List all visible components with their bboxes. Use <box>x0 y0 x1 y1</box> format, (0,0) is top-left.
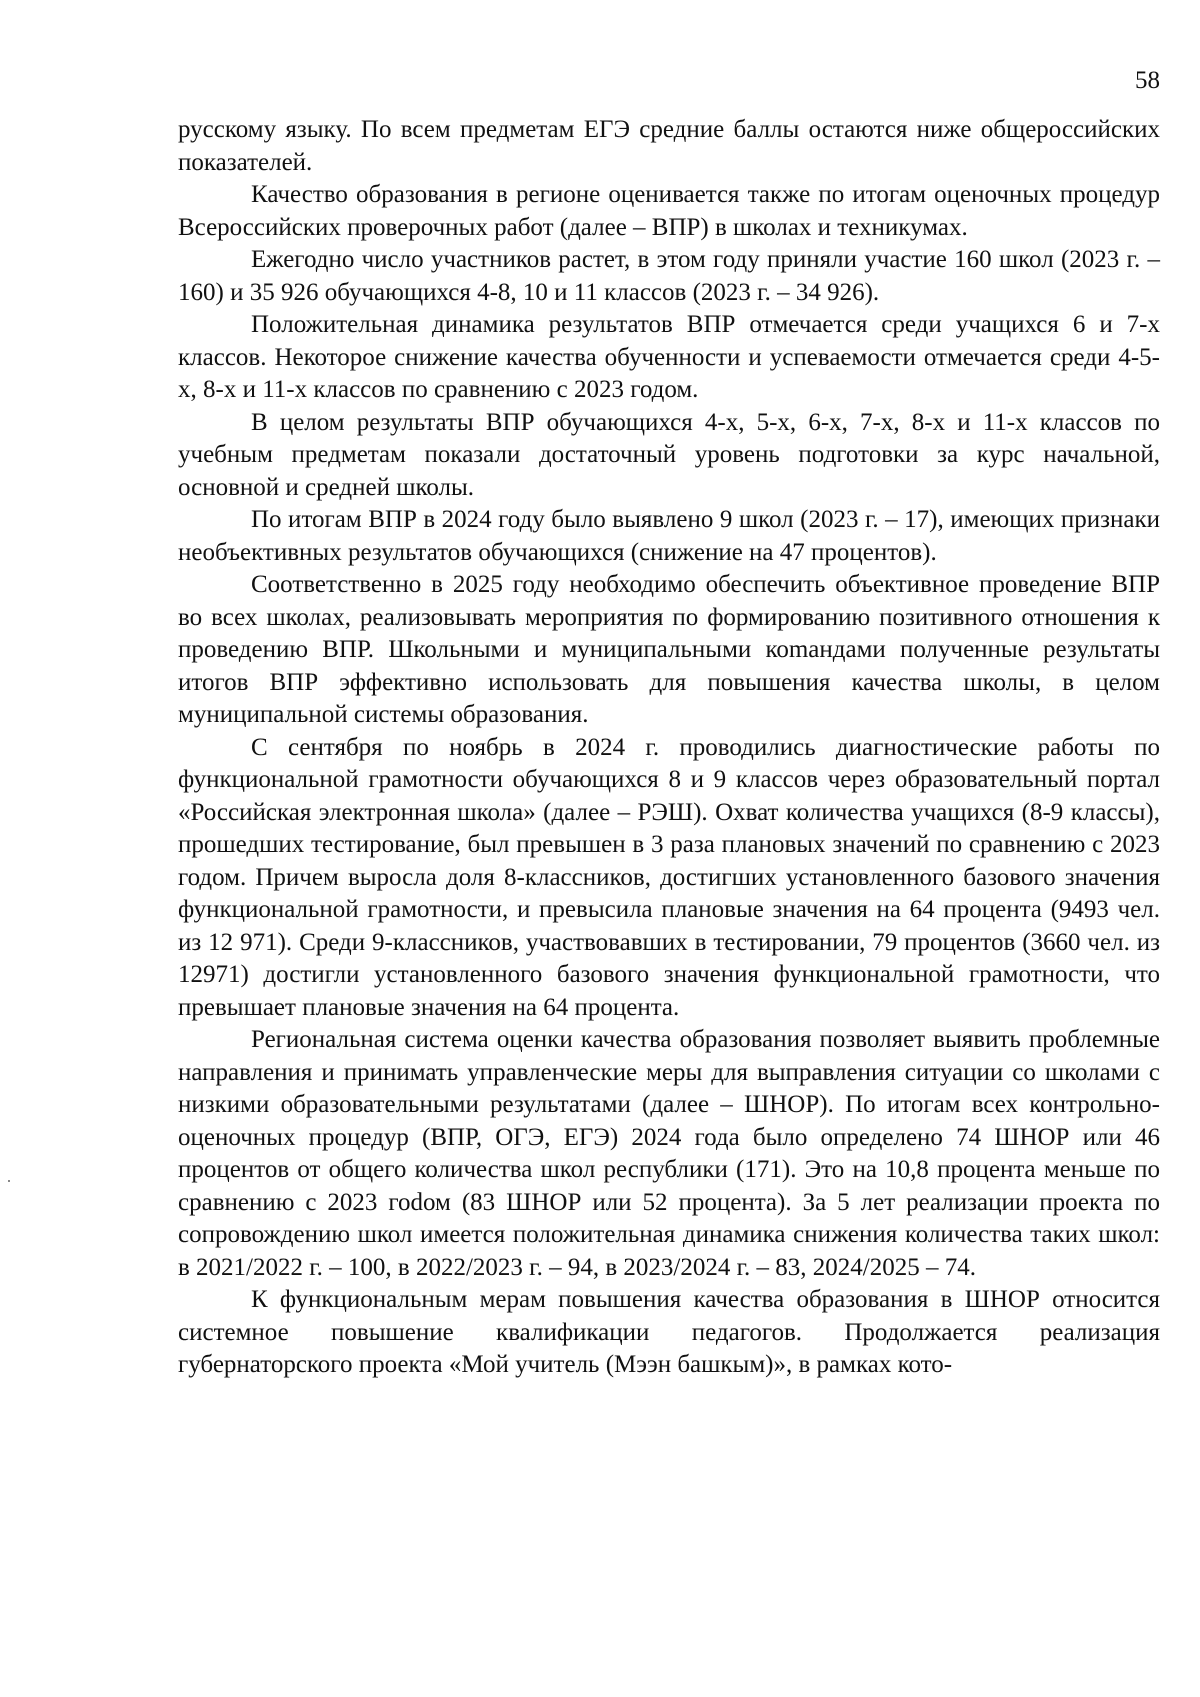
paragraph-participants: Ежегодно число участников растет, в этом году приняли участие 160 школ (2023 г. – 160) и 35 926 обучающихся 4-8, 10 и 11 классов (2023 г. – 34 926). <box>178 246 1160 306</box>
page-number: 58 <box>1135 67 1160 94</box>
paragraph-continuation: русскому языку. По всем предметам ЕГЭ средние баллы остаются ниже общероссийских показателей. <box>178 116 1160 176</box>
paragraph-teacher-training: К функциональным мерам повышения качества образования в ШНОР относится системное повышение квалификации педагогов. Продолжается реализация губернаторского проекта «Мой учитель (Мээн башкым)», в рамках кото- <box>178 1286 1160 1378</box>
paragraph-overall-results: В целом результаты ВПР обучающихся 4-х, 5-х, 6-х, 7-х, 8-х и 11-х классов по учебным предметам показали достаточный уровень подготовки за курс начальной, основной и средней школы. <box>178 408 1160 501</box>
scan-dot <box>8 1180 10 1182</box>
paragraph-unobjective-schools: По итогам ВПР в 2024 году было выявлено 9 школ (2023 г. – 17), имеющих признаки необъективных результатов обучающихся (снижение на 47 процентов). <box>178 506 1160 566</box>
paragraph-functional-literacy: С сентября по ноябрь в 2024 г. проводились диагностические работы по функциональной грамотности обучающихся 8 и 9 классов через образовательный портал «Российская электронная школа» (далее – РЭШ). Охват количества учащихся (8-9 классы), прошедших тестирование, был превышен в 3 раза плановых значений по сравнению с 2023 годом. Причем выросла доля 8-классников, достигших установленного базового значения функциональной грамотности, и превысила плановые значения на 64 процента (9493 чел. из 12 971). Среди 9-классников, участвовавших в тестировании, 79 процентов (3660 чел. из 12971) достигли установленного базового значения функциональной грамотности, что превышает плановые значения на 64 процента. <box>178 733 1160 1021</box>
paragraph-regional-system: Региональная система оценки качества образования позволяет выявить проблемные направления и принимать управленческие меры для выправления ситуации со школами с низкими образовательными результатами (далее – ШНОР). По итогам всех контрольно-оценочных процедур (ВПР, ОГЭ, ЕГЭ) 2024 года было определено 74 ШНОР или 46 процентов от общего количества школ республики (171). Это на 10,8 процента меньше по сравнению с 2023 гоdом (83 ШНОР или 52 процента). За 5 лет реализации проекта по сопровождению школ имеется положительная динамика снижения количества таких школ: в 2021/2022 г. – 100, в 2022/2023 г. – 94, в 2023/2024 г. – 83, 2024/2025 – 74. <box>178 1026 1160 1281</box>
paragraph-2025-measures: Соответственно в 2025 году необходимо обеспечить объективное проведение ВПР во всех школах, реализовывать мероприятия по формированию позитивного отношения к проведению ВПР. Школьными и муниципальными коmандами полученные результаты итогов ВПР эффективно использовать для повышения качества школы, в целом муниципальной системы образования. <box>178 571 1160 728</box>
paragraph-positive-dynamics: Положительная динамика результатов ВПР отмечается среди учащихся 6 и 7-х классов. Некоторое снижение качества обученности и успеваемости отмечается среди 4-5-х, 8-х и 11-х классов по сравнению с 2023 годом. <box>178 311 1160 403</box>
document-body <box>178 114 1160 1382</box>
paragraph-assessment-quality: Качество образования в регионе оценивается также по итогам оценочных процедур Всероссийских проверочных работ (далее – ВПР) в школах и техникумах. <box>178 181 1160 241</box>
